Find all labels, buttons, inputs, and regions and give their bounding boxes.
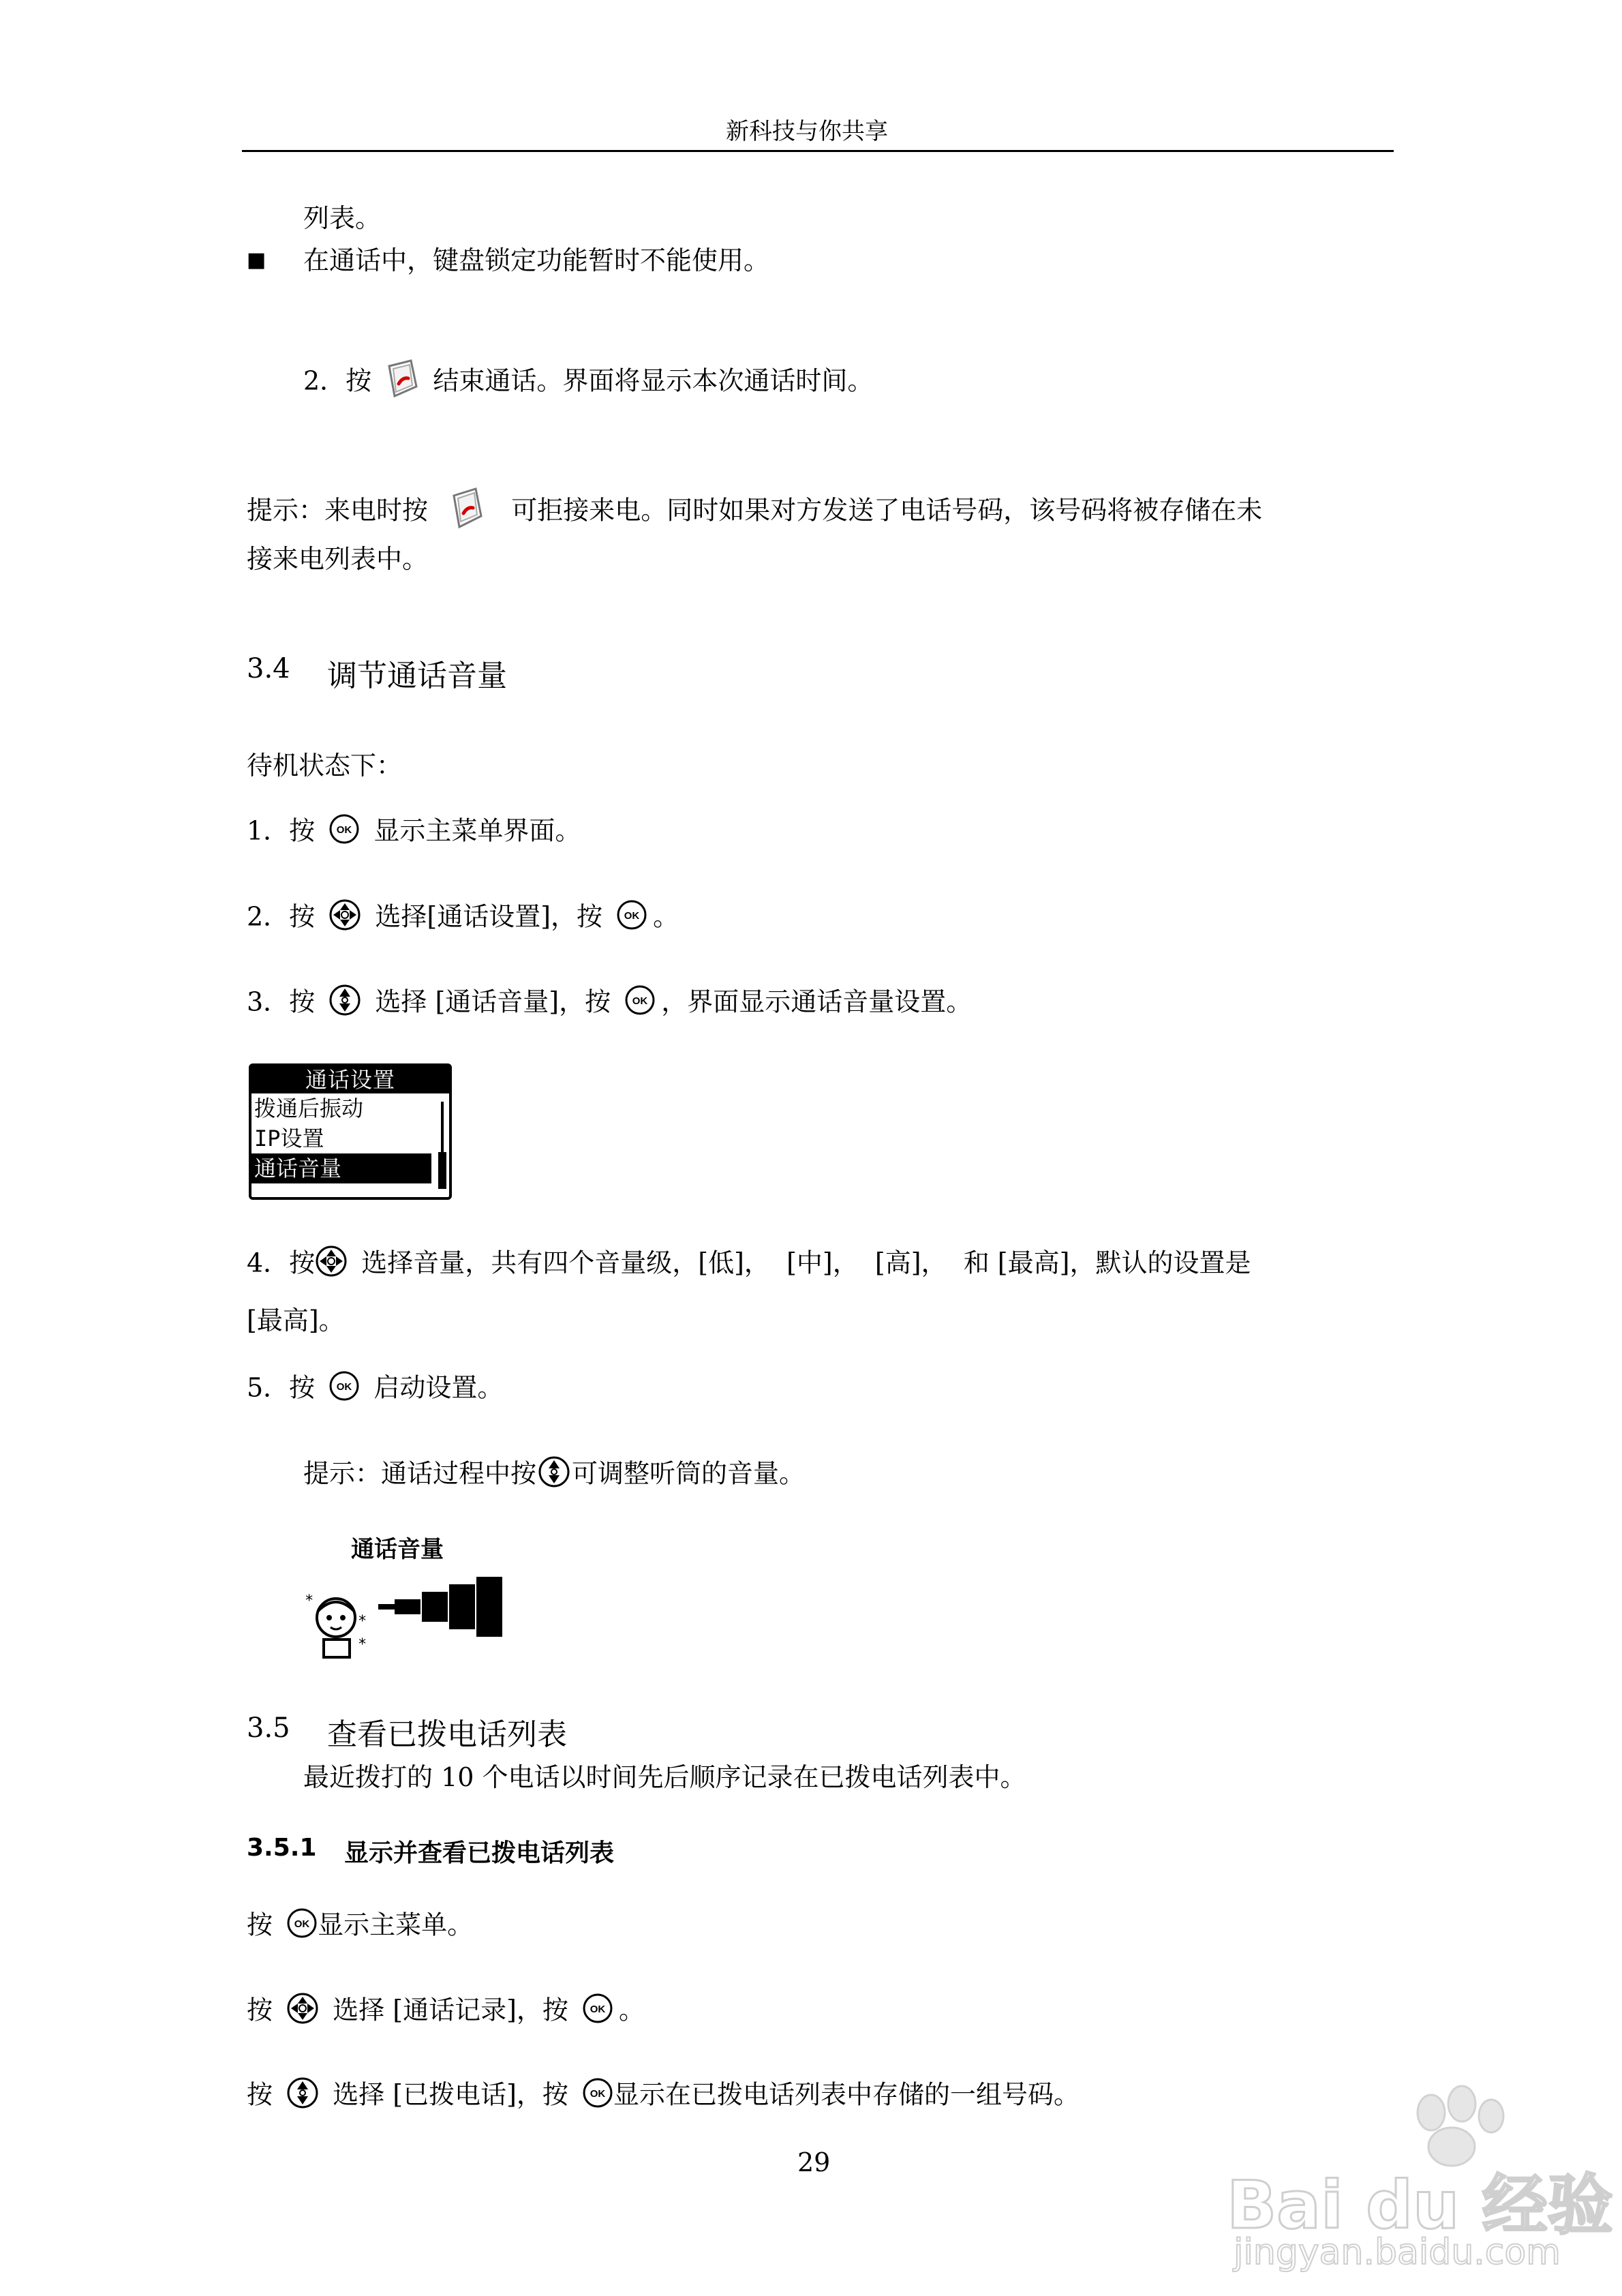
svg-text:OK: OK [294, 1918, 310, 1930]
text-line: 在通话中，键盘锁定功能暂时不能使用。 [303, 245, 770, 275]
four-way-nav-key-icon [315, 1245, 348, 1286]
step-text: ，界面显示通话音量设置。 [661, 986, 973, 1017]
svg-text:*: * [358, 1613, 367, 1630]
lcd-menu-item: IP设置 [254, 1126, 324, 1151]
lcd-menu-screen [249, 1063, 452, 1200]
step-text: 选择音量，共有四个音量级，[低]， [中]， [高]， 和 [最高]，默认的设置是 [361, 1248, 1251, 1278]
step-text: 5．按 [247, 1372, 316, 1403]
volume-bar [422, 1592, 448, 1622]
section-title: 调节通话音量 [327, 659, 507, 693]
lcd-menu-title: 通话设置 [251, 1066, 449, 1093]
svg-text:OK: OK [590, 2004, 606, 2015]
step-text: 选择[通话设置]，按 [375, 901, 603, 932]
volume-bar [449, 1584, 475, 1629]
volume-bar [395, 1599, 420, 1614]
bullet-marker: ■ [247, 248, 266, 272]
lcd-scrollbar-thumb [438, 1152, 446, 1189]
tip-text: 提示：通话过程中按 [303, 1458, 537, 1489]
section-number: 3.5 [247, 1712, 290, 1744]
tip-adjust-volume [303, 1455, 805, 1496]
text-line: 列表。 [303, 203, 382, 233]
ok-key-icon [582, 2077, 613, 2117]
volume-screen [303, 1530, 504, 1667]
step-text: 1．按 [247, 815, 316, 846]
lcd-menu-item: 拨通后振动 [254, 1096, 364, 1121]
step-text: 选择 [已拨电话]，按 [333, 2079, 568, 2110]
svg-text:*: * [358, 1636, 367, 1653]
step-text: 2．按 [247, 901, 316, 932]
svg-text:OK: OK [337, 1381, 352, 1393]
tip-text: 可拒接来电。同时如果对方发送了电话号码，该号码将被存储在未 [511, 495, 1263, 526]
tip-text: 可调整听筒的音量。 [572, 1458, 806, 1489]
step-text: 选择 [通话音量]，按 [375, 986, 611, 1017]
step-text: 按 [247, 1909, 273, 1940]
ok-key-icon [616, 899, 647, 939]
ok-key-icon [286, 1907, 318, 1947]
step-text: 4．按 [247, 1248, 316, 1278]
ok-key-icon [328, 813, 360, 853]
ok-key-icon [624, 984, 656, 1024]
tip-text: 提示：来电时按 [247, 495, 429, 526]
volume-level-bars [378, 1573, 504, 1641]
four-way-nav-key-icon [286, 1992, 319, 2033]
instruction-line [247, 1992, 645, 2033]
step-end-call [303, 359, 873, 407]
header-rule [242, 150, 1394, 152]
step-text: 按 [247, 2079, 273, 2110]
subsection-number: 3.5.1 [247, 1834, 317, 1862]
step-text: 。 [619, 1995, 645, 2025]
lcd-menu-item-selected: 通话音量 [251, 1153, 431, 1183]
tip-reject-call [247, 487, 1262, 538]
step-text: 。 [653, 901, 679, 932]
step-5 [247, 1370, 503, 1410]
section-description: 最近拨打的 10 个电话以时间先后顺序记录在已拨电话列表中。 [303, 1762, 1026, 1792]
step-1 [247, 813, 581, 853]
step-3 [247, 984, 972, 1025]
text-line: 待机状态下： [247, 751, 403, 781]
step-text: 3．按 [247, 986, 316, 1017]
four-way-nav-key-icon [328, 898, 361, 939]
svg-text:OK: OK [590, 2088, 606, 2100]
section-title: 查看已拨电话列表 [327, 1717, 567, 1752]
page-header: 新科技与你共享 [726, 118, 888, 145]
volume-bar [476, 1577, 502, 1637]
step-text: 显示主菜单界面。 [373, 815, 581, 846]
subsection-title: 显示并查看已拨电话列表 [344, 1839, 615, 1867]
step-text: 启动设置。 [373, 1372, 504, 1403]
step-text: 选择 [通话记录]，按 [333, 1995, 568, 2025]
step-2 [247, 898, 679, 939]
up-down-nav-key-icon [538, 1455, 570, 1496]
step-text: 显示在已拨电话列表中存储的一组号码。 [613, 2079, 1080, 2110]
end-call-key-icon [450, 487, 484, 538]
step-text: [最高]。 [247, 1305, 345, 1335]
watermark-brand: Bai du 经验 [1227, 2167, 1613, 2244]
volume-mascot-icon [303, 1578, 378, 1667]
page-number: 29 [797, 2147, 831, 2177]
svg-text:*: * [305, 1592, 314, 1610]
instruction-line [247, 2076, 1080, 2117]
svg-text:OK: OK [632, 995, 648, 1007]
step-text: 按 [247, 1995, 273, 2025]
instruction-line [247, 1907, 473, 1947]
tip-text: 接来电列表中。 [247, 544, 429, 574]
section-number: 3.4 [247, 653, 290, 684]
baidu-watermark [1227, 2082, 1613, 2282]
watermark-url: jingyan.baidu.com [1234, 2232, 1561, 2273]
ok-key-icon [582, 1993, 613, 2032]
svg-text:OK: OK [624, 910, 640, 922]
svg-text:OK: OK [337, 824, 352, 836]
end-call-key-icon [385, 359, 419, 407]
up-down-nav-key-icon [328, 984, 361, 1025]
step-text: 2．按 [303, 365, 372, 396]
volume-screen-title: 通话音量 [351, 1536, 444, 1563]
step-4 [247, 1245, 1251, 1286]
up-down-nav-key-icon [286, 2076, 319, 2117]
ok-key-icon [328, 1370, 360, 1410]
step-text: 结束通话。界面将显示本次通话时间。 [433, 365, 874, 396]
volume-bar-tip [378, 1604, 395, 1610]
step-text: 显示主菜单。 [318, 1909, 474, 1940]
